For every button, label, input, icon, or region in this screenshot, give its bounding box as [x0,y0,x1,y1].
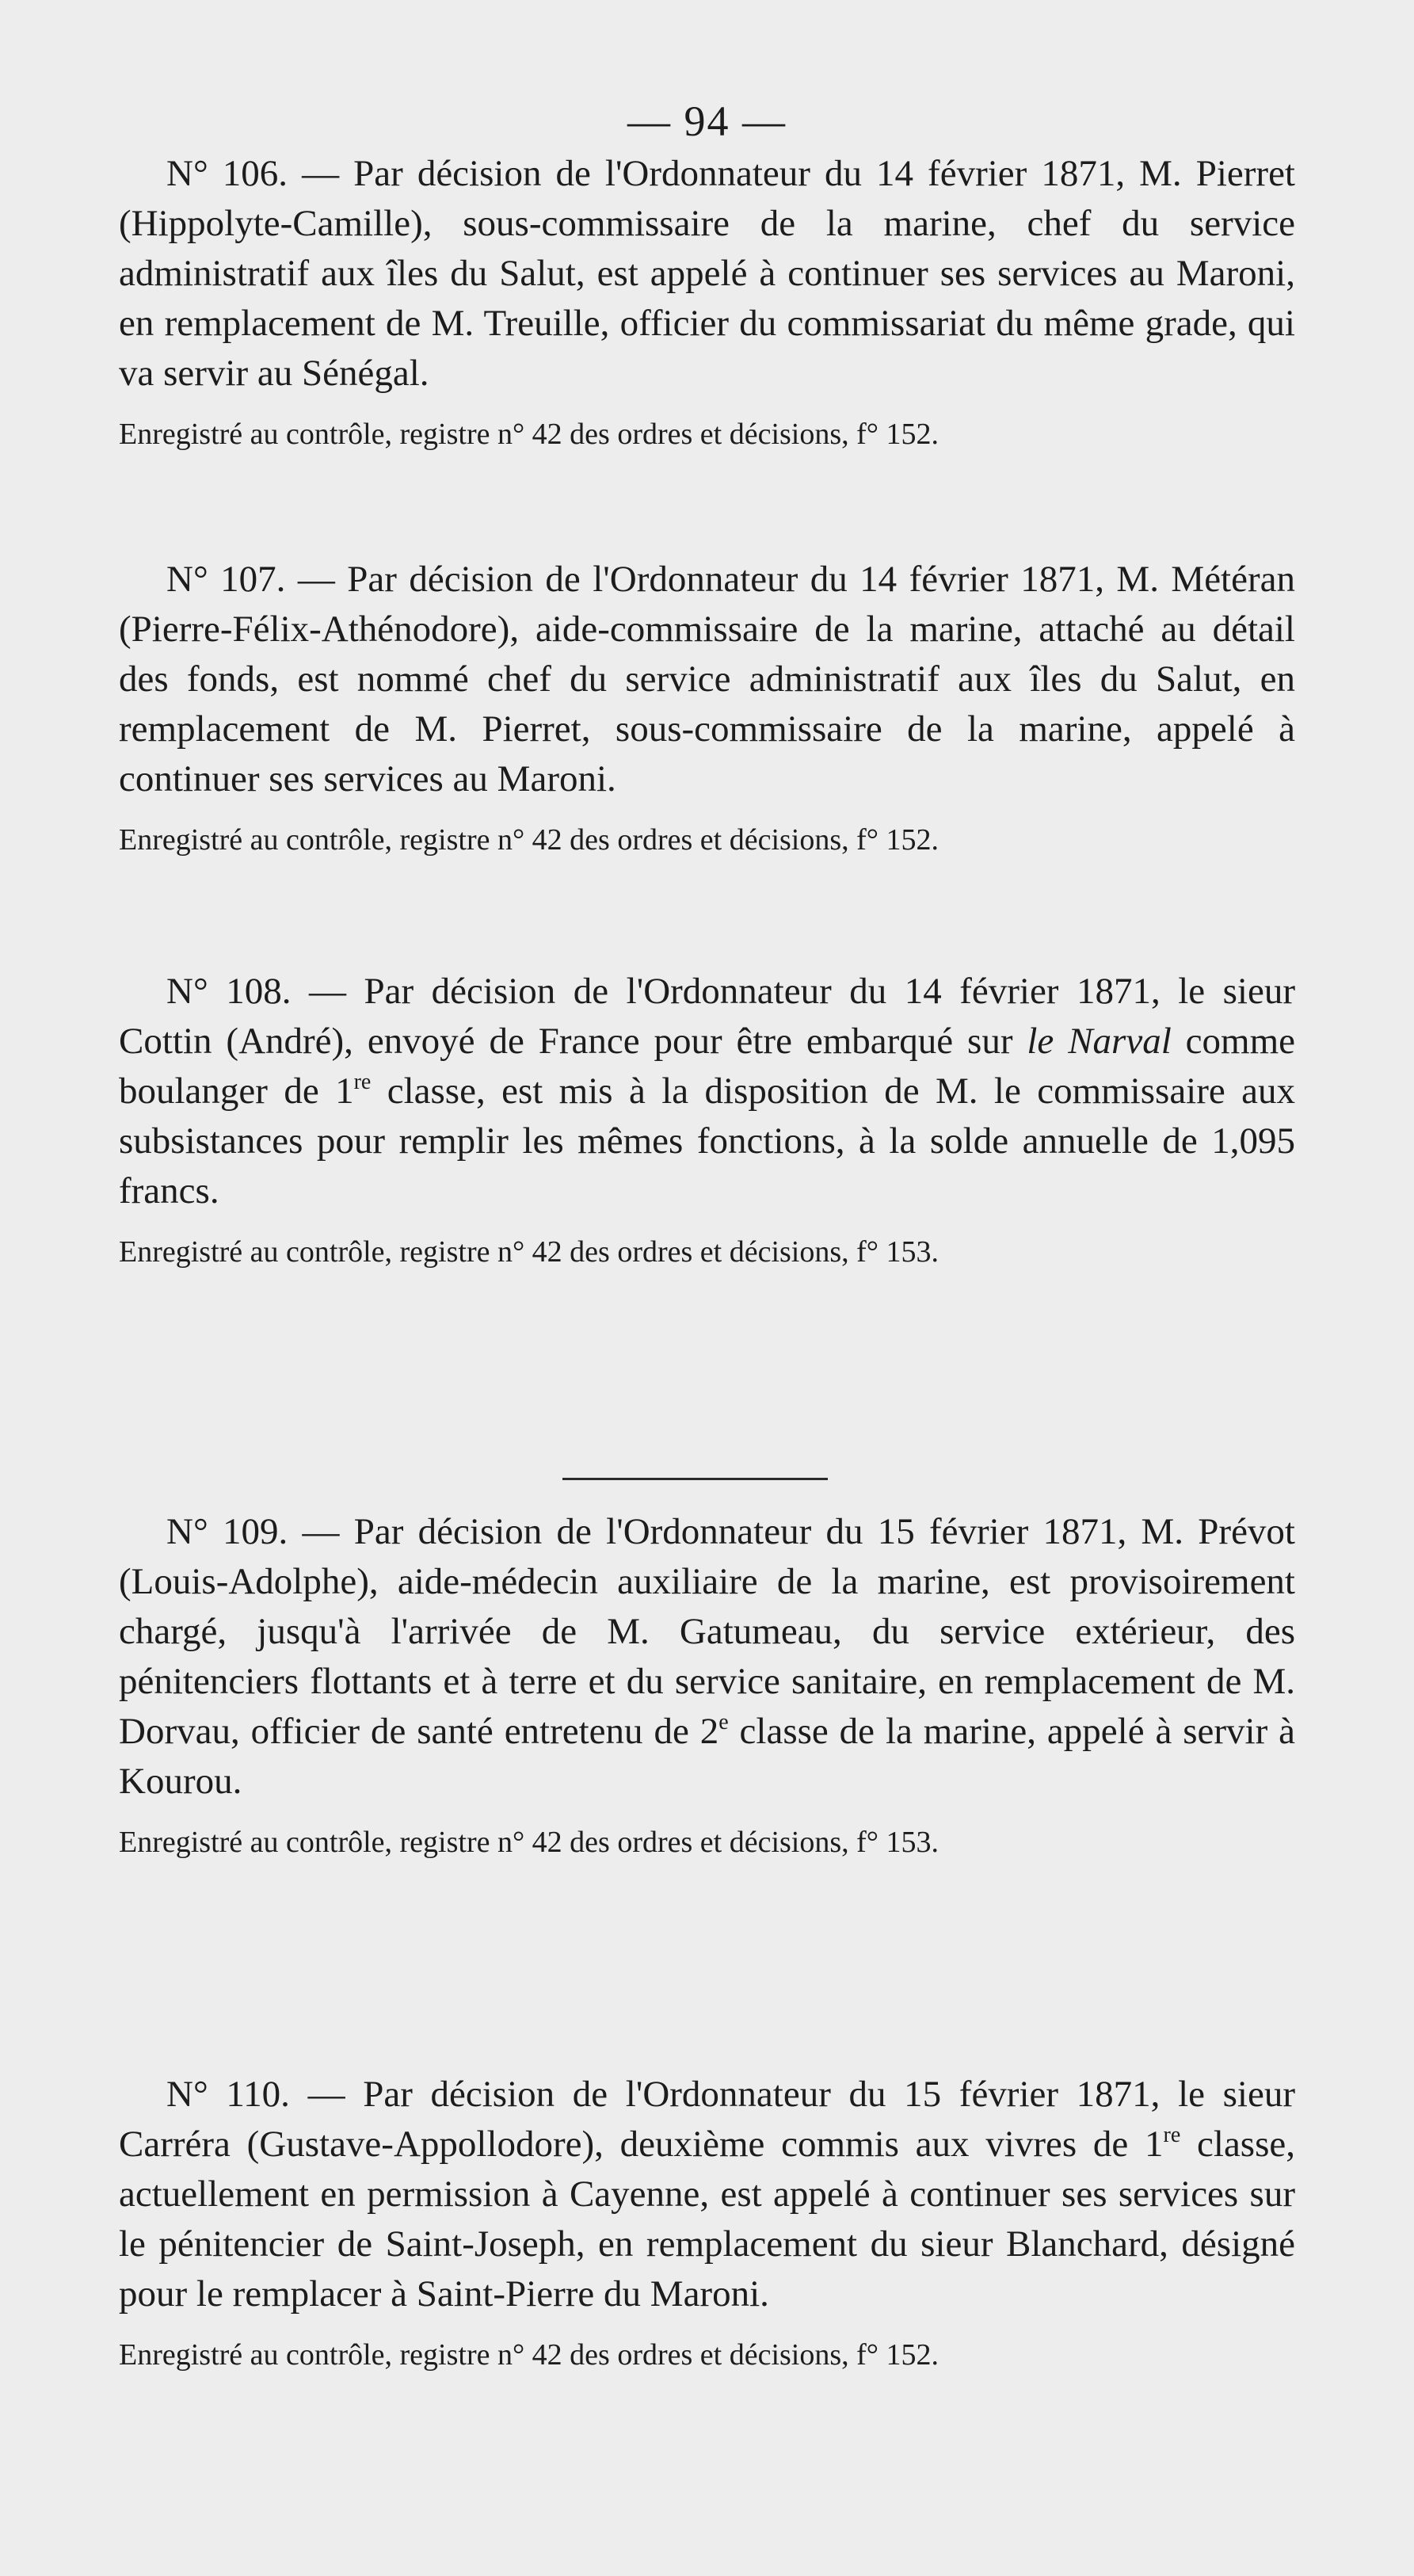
entry-109-text-b: classe de la marine, appelé à servir à Kourou. [119,1711,1295,1802]
entry-107-body [119,555,1295,804]
entry-110 [119,2070,1295,2375]
entry-106-text: — Par décision de l'Ordonnateur du 14 février 1871, M. Pierret (Hippolyte-Camille), sous-commissaire de la marine, chef du service administratif aux îles du Salut, est appelé à continuer ses services au Maroni, en remplacement de M. Treuille, officier du commissariat du même grade, qui va servir au Sénégal. [119,153,1295,394]
entry-108-number: N° 108. [166,971,292,1012]
entry-107-number: N° 107. [166,559,286,600]
entry-108-text-b: comme boulanger de 1 [119,1021,1295,1112]
entry-107 [119,555,1295,860]
entry-109-registration: Enregistré au contrôle, registre n° 42 des ordres et décisions, f° 153. [119,1826,939,1859]
entry-107-registration: Enregistré au contrôle, registre n° 42 des ordres et décisions, f° 152. [119,823,939,857]
entry-108-text-c: classe, est mis à la disposition de M. le commissaire aux subsistances pour remplir les mêmes fonctions, à la solde annuelle de 1,095 francs. [119,1070,1295,1212]
entry-108-registration: Enregistré au contrôle, registre n° 42 des ordres et décisions, f° 153. [119,1235,939,1269]
entry-108-superscript: re [353,1070,372,1094]
entry-110-registration: Enregistré au contrôle, registre n° 42 des ordres et décisions, f° 152. [119,2338,939,2372]
entry-109 [119,1507,1295,1862]
entry-108-text-a: — Par décision de l'Ordonnateur du 14 février 1871, le sieur Cottin (André), envoyé de France pour être embarqué sur [119,971,1295,1062]
entry-110-text-a: — Par décision de l'Ordonnateur du 15 février 1871, le sieur Carréra (Gustave-Appollodore), deuxième commis aux vivres de 1 [119,2074,1296,2165]
entry-109-text-a: — Par décision de l'Ordonnateur du 15 février 1871, M. Prévot (Louis-Adolphe), aide-médecin auxiliaire de la marine, est provisoirement chargé, jusqu'à l'arrivée de M. Gatumeau, du service extérieur, des pénitenciers flottants et à terre et du service sanitaire, en remplacement de M. Dorvau, officier de santé entretenu de 2 [119,1511,1295,1752]
entry-106-number: N° 106. [166,153,288,194]
entry-109-superscript: e [718,1710,729,1735]
entry-110-number: N° 110. [166,2074,290,2115]
entry-108-ship-name: le Narval [1027,1021,1172,1062]
entry-109-body [119,1507,1295,1807]
entry-110-body [119,2070,1295,2319]
section-divider [562,1478,828,1480]
page-number: — 94 — [627,97,787,145]
entry-106 [119,149,1295,454]
entry-108 [119,967,1295,1272]
entry-106-body [119,149,1295,399]
entry-109-number: N° 109. [166,1511,288,1552]
entry-107-text: — Par décision de l'Ordonnateur du 14 février 1871, M. Météran (Pierre-Félix-Athénodore), aide-commissaire de la marine, attaché au détail des fonds, est nommé chef du service administratif aux îles du Salut, en remplacement de M. Pierret, sous-commissaire de la marine, appelé à continuer ses services au Maroni. [119,559,1295,800]
entry-110-superscript: re [1163,2123,1181,2147]
entry-108-body [119,967,1295,1216]
entry-106-registration: Enregistré au contrôle, registre n° 42 des ordres et décisions, f° 152. [119,418,939,451]
entry-110-text-b: classe, actuellement en permission à Cayenne, est appelé à continuer ses services sur le pénitencier de Saint-Joseph, en remplacement du sieur Blanchard, désigné pour le remplacer à Saint-Pierre du Maroni. [119,2124,1295,2315]
